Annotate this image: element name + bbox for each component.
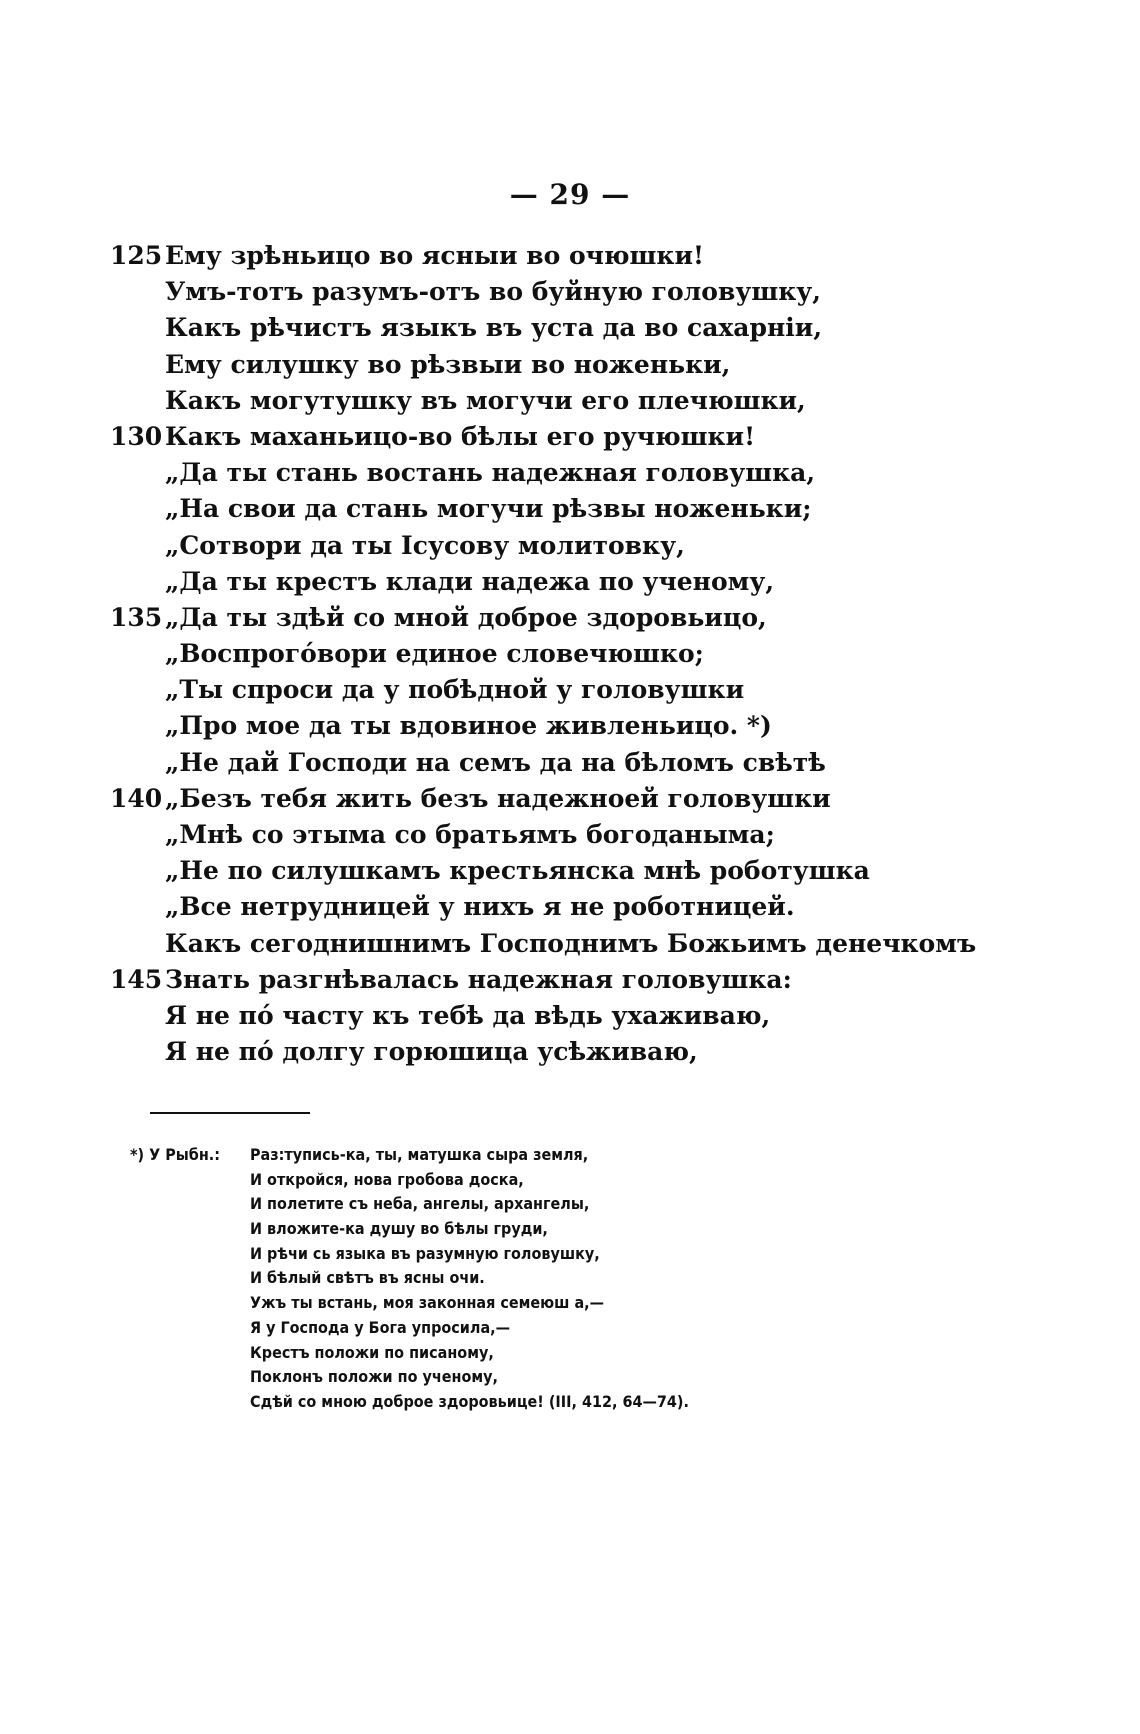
verse-text: „Ты спроси да у побѣдной у головушки — [165, 675, 745, 705]
footnote-line — [130, 1390, 1030, 1415]
footnote-line — [130, 1242, 1030, 1267]
footnote-text: Раз:тупись-ка, ты, матушка сыра земля, — [250, 1145, 589, 1164]
verse-text: Я не пó долгу горюшица усѣживаю, — [165, 1037, 698, 1067]
footnote-text: И откройся, нова гробова доска, — [250, 1169, 524, 1189]
verse-line — [110, 528, 1010, 564]
verse-line — [110, 817, 1010, 853]
verse-line — [110, 310, 1010, 346]
footnote-text: И рѣчи сь языка въ разумную головушку, — [250, 1243, 600, 1263]
footnote-line — [130, 1291, 1030, 1316]
verse-text: „Да ты крестъ клади надежа по ученому, — [165, 566, 775, 596]
line-number: 130 — [110, 421, 163, 451]
page-number: — 29 — — [509, 178, 631, 211]
footnote-separator — [150, 1112, 310, 1114]
verse-line — [110, 491, 1010, 527]
verse-text: „Безъ тебя жить безъ надежноей головушки — [165, 783, 831, 813]
verse-line — [110, 383, 1010, 419]
footnote-line — [130, 1143, 1030, 1168]
verse-line — [110, 455, 1010, 491]
verse-text: Какъ маханьицо-во бѣлы его ручюшки! — [165, 421, 756, 451]
verse-line — [110, 853, 1010, 889]
footnote-text: И полетите съ неба, ангелы, архангелы, — [250, 1194, 590, 1214]
verse-line — [110, 1034, 1010, 1070]
verse-text: Какъ сегоднишнимъ Господнимъ Божьимъ денечкомъ — [165, 928, 977, 958]
verse-text: Умъ-тотъ разумъ-отъ во буйную головушку, — [165, 277, 821, 307]
footnote-line — [130, 1341, 1030, 1366]
verse-line — [110, 926, 1010, 962]
verse-line — [110, 419, 1010, 455]
verse-line — [110, 564, 1010, 600]
footnote-text: Сдѣй со мною доброе здоровьице! (III, 412, 64—74). — [250, 1391, 689, 1411]
verse-line — [110, 889, 1010, 925]
footnote-text: Крестъ положи по писаному, — [250, 1342, 494, 1362]
verse-line — [110, 962, 1010, 998]
poem-text — [110, 238, 1010, 1070]
verse-text: Знать разгнѣвалась надежная головушка: — [165, 964, 792, 994]
verse-line — [110, 998, 1010, 1034]
footnote-text: Ужъ ты встань, моя законная семеюш а,— — [250, 1293, 605, 1313]
verse-line — [110, 347, 1010, 383]
verse-text: „Не дай Господи на семъ да на бѣломъ свѣтѣ — [165, 747, 826, 777]
verse-line — [110, 708, 1010, 744]
footnote-line — [130, 1217, 1030, 1242]
verse-text: Ему силушку во рѣзвыи во ноженьки, — [165, 349, 731, 379]
verse-line — [110, 745, 1010, 781]
verse-text: „Не по силушкамъ крестьянска мнѣ роботушка — [165, 856, 870, 886]
verse-text: „Все нетрудницей у нихъ я не роботницей. — [165, 892, 795, 922]
footnote-line — [130, 1365, 1030, 1390]
verse-text: „Да ты здѣй со мной доброе здоровьицо, — [165, 602, 767, 632]
verse-line — [110, 636, 1010, 672]
line-number: 135 — [110, 602, 163, 632]
footnote-line — [130, 1192, 1030, 1217]
footnote — [130, 1143, 1030, 1415]
footnote-marker: *) У Рыбн.: — [130, 1145, 221, 1164]
verse-line — [110, 274, 1010, 310]
verse-line — [110, 600, 1010, 636]
footnote-line — [130, 1168, 1030, 1193]
footnote-line — [130, 1266, 1030, 1291]
footnote-text: И вложите-ка душу во бѣлы груди, — [250, 1219, 548, 1239]
verse-text: „Воспрогóвори единое словечюшко; — [165, 639, 704, 669]
footnote-line — [130, 1316, 1030, 1341]
verse-text: Какъ могутушку въ могучи его плечюшки, — [165, 385, 806, 415]
footnote-text: Поклонъ положи по ученому, — [250, 1367, 498, 1387]
verse-text: Какъ рѣчистъ языкъ въ уста да во сахарніи, — [165, 313, 823, 343]
verse-text: „Да ты стань востань надежная головушка, — [165, 458, 816, 488]
verse-text: Я не пó часту къ тебѣ да вѣдь ухаживаю, — [165, 1000, 771, 1030]
line-number: 145 — [110, 964, 163, 994]
verse-text: Ему зрѣньицо во ясныи во очюшки! — [165, 241, 704, 270]
line-number: 125 — [110, 241, 163, 270]
verse-line — [110, 672, 1010, 708]
footnote-text: Я у Господа у Бога упросила,— — [250, 1317, 511, 1337]
line-number: 140 — [110, 783, 163, 813]
footnote-text: И бѣлый свѣтъ въ ясны очи. — [250, 1268, 485, 1288]
verse-line — [110, 238, 1010, 274]
verse-line — [110, 781, 1010, 817]
verse-text: „Про мое да ты вдовиное живленьицо. *) — [165, 711, 772, 741]
verse-text: „На свои да стань могучи рѣзвы ноженьки; — [165, 494, 812, 524]
verse-text: „Мнѣ со этыма со братьямъ богоданыма; — [165, 820, 775, 849]
verse-text: „Сотвори да ты Ісусову молитовку, — [165, 530, 685, 560]
